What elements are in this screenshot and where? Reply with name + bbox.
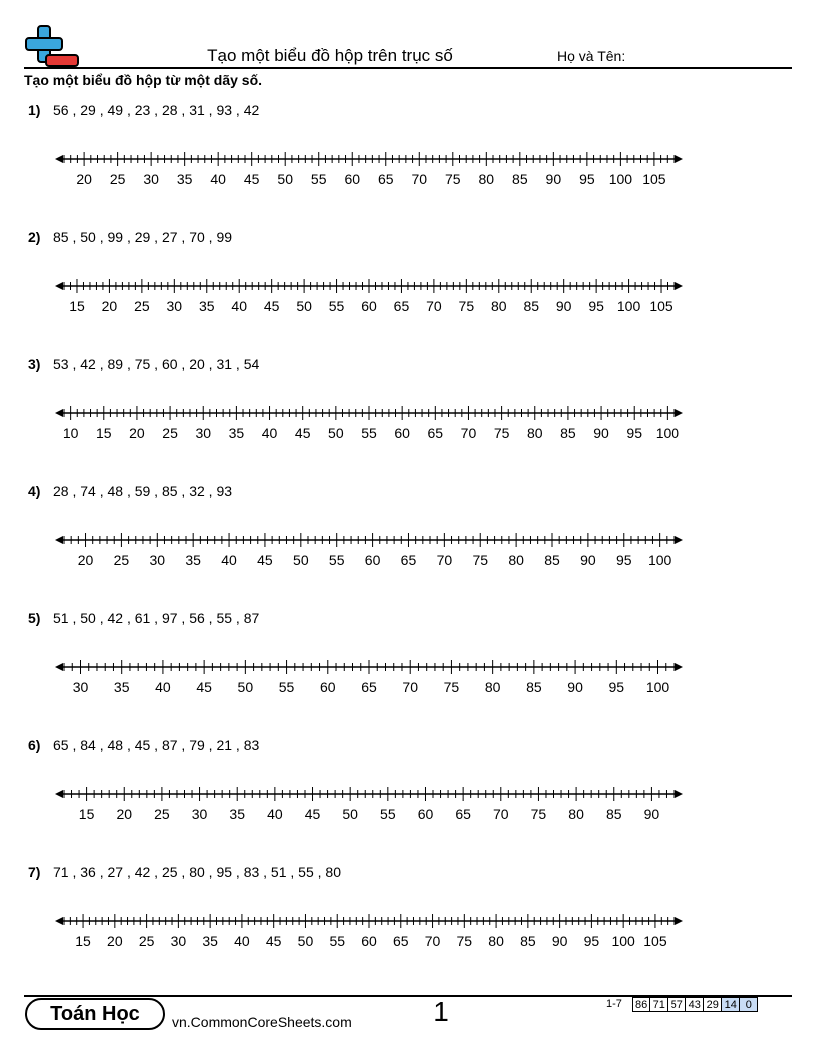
tick-label: 60 xyxy=(319,679,336,695)
axis-arrow-left-icon xyxy=(55,917,63,925)
tick-label: 100 xyxy=(608,171,633,187)
axis-arrow-right-icon xyxy=(675,917,683,925)
tick-label: 80 xyxy=(484,679,501,695)
tick-label: 55 xyxy=(328,552,345,568)
tick-label: 35 xyxy=(198,298,215,314)
tick-label: 60 xyxy=(394,425,410,441)
tick-label: 75 xyxy=(456,933,473,949)
tick-label: 90 xyxy=(580,552,596,568)
tick-label: 90 xyxy=(551,933,568,949)
tick-label: 60 xyxy=(361,933,377,949)
tick-label: 45 xyxy=(243,171,260,187)
tick-label: 40 xyxy=(267,806,283,822)
number-line[interactable] xyxy=(0,519,816,568)
answer-key-cell: 29 xyxy=(704,997,722,1012)
tick-label: 70 xyxy=(424,933,441,949)
tick-label: 75 xyxy=(493,425,510,441)
axis-arrow-right-icon xyxy=(675,282,683,290)
answer-key-cell: 71 xyxy=(650,997,668,1012)
tick-label: 15 xyxy=(69,298,85,314)
tick-label: 95 xyxy=(626,425,643,441)
tick-label: 70 xyxy=(411,171,428,187)
problem xyxy=(0,483,816,603)
tick-label: 25 xyxy=(138,933,155,949)
tick-label: 55 xyxy=(310,171,327,187)
problem xyxy=(0,102,816,222)
tick-label: 40 xyxy=(155,679,171,695)
problem-number: 4) xyxy=(28,483,41,499)
tick-label: 20 xyxy=(76,171,92,187)
tick-label: 80 xyxy=(478,171,495,187)
tick-label: 80 xyxy=(508,552,524,568)
name-label: Họ và Tên: xyxy=(557,48,626,64)
tick-label: 100 xyxy=(645,679,670,695)
tick-label: 90 xyxy=(545,171,562,187)
answer-key-cell: 43 xyxy=(686,997,704,1012)
tick-label: 50 xyxy=(296,298,312,314)
problem-data: 56 , 29 , 49 , 23 , 28 , 31 , 93 , 42 xyxy=(53,102,260,118)
axis-arrow-left-icon xyxy=(55,536,63,544)
tick-label: 25 xyxy=(134,298,150,314)
tick-label: 65 xyxy=(427,425,444,441)
tick-label: 100 xyxy=(655,425,680,441)
tick-label: 20 xyxy=(77,552,94,568)
problem-number: 1) xyxy=(28,102,41,118)
number-line[interactable] xyxy=(0,392,816,441)
tick-label: 90 xyxy=(555,298,572,314)
tick-label: 20 xyxy=(107,933,123,949)
tick-label: 30 xyxy=(143,171,159,187)
problem-data: 71 , 36 , 27 , 42 , 25 , 80 , 95 , 83 , 51 , 55 , 80 xyxy=(53,864,341,880)
tick-label: 100 xyxy=(616,298,641,314)
tick-label: 40 xyxy=(231,298,248,314)
tick-label: 35 xyxy=(113,679,130,695)
tick-label: 70 xyxy=(426,298,442,314)
number-line[interactable] xyxy=(0,646,816,695)
tick-label: 45 xyxy=(304,806,321,822)
tick-label: 90 xyxy=(643,806,660,822)
tick-label: 70 xyxy=(493,806,509,822)
tick-label: 95 xyxy=(579,171,595,187)
tick-label: 45 xyxy=(196,679,212,695)
tick-label: 30 xyxy=(166,298,183,314)
axis-arrow-left-icon xyxy=(55,409,63,417)
tick-label: 45 xyxy=(263,298,280,314)
problem-data: 53 , 42 , 89 , 75 , 60 , 20 , 31 , 54 xyxy=(53,356,260,372)
tick-label: 25 xyxy=(154,806,170,822)
tick-label: 50 xyxy=(342,806,358,822)
tick-label: 40 xyxy=(221,552,237,568)
axis-arrow-right-icon xyxy=(675,409,683,417)
axis-arrow-left-icon xyxy=(55,155,63,163)
tick-label: 30 xyxy=(72,679,89,695)
tick-label: 85 xyxy=(512,171,528,187)
tick-label: 10 xyxy=(62,425,79,441)
tick-label: 85 xyxy=(520,933,536,949)
tick-label: 35 xyxy=(185,552,201,568)
page-title: Tạo một biểu đồ hộp trên trục số xyxy=(207,46,453,65)
axis-arrow-right-icon xyxy=(675,155,683,163)
tick-label: 45 xyxy=(294,425,311,441)
tick-label: 50 xyxy=(293,552,309,568)
tick-label: 80 xyxy=(526,425,543,441)
tick-label: 35 xyxy=(228,425,245,441)
tick-label: 95 xyxy=(615,552,632,568)
tick-label: 20 xyxy=(101,298,118,314)
problem xyxy=(0,229,816,349)
axis-arrow-right-icon xyxy=(675,536,683,544)
tick-label: 90 xyxy=(567,679,583,695)
problem-data: 85 , 50 , 99 , 29 , 27 , 70 , 99 xyxy=(53,229,233,245)
number-line[interactable] xyxy=(0,773,816,822)
tick-label: 60 xyxy=(344,171,361,187)
tick-label: 40 xyxy=(261,425,278,441)
tick-label: 105 xyxy=(649,298,673,314)
tick-label: 100 xyxy=(611,933,635,949)
tick-label: 45 xyxy=(265,933,282,949)
tick-label: 80 xyxy=(488,933,504,949)
problem-number: 3) xyxy=(28,356,41,372)
tick-label: 80 xyxy=(490,298,507,314)
tick-label: 70 xyxy=(436,552,453,568)
tick-label: 35 xyxy=(229,806,245,822)
tick-label: 75 xyxy=(530,806,547,822)
tick-label: 40 xyxy=(234,933,250,949)
answer-key-label: 1-7 xyxy=(606,998,622,1010)
tick-label: 90 xyxy=(593,425,609,441)
tick-label: 65 xyxy=(392,933,409,949)
problem xyxy=(0,737,816,857)
tick-label: 15 xyxy=(95,425,112,441)
answer-key-cell: 0 xyxy=(740,997,758,1012)
tick-label: 15 xyxy=(78,806,95,822)
tick-label: 95 xyxy=(608,679,625,695)
tick-label: 30 xyxy=(191,806,208,822)
tick-label: 25 xyxy=(162,425,178,441)
tick-label: 105 xyxy=(642,171,666,187)
tick-label: 50 xyxy=(328,425,344,441)
tick-label: 100 xyxy=(647,552,672,568)
tick-label: 30 xyxy=(149,552,166,568)
axis-arrow-left-icon xyxy=(55,663,63,671)
problem-number: 5) xyxy=(28,610,41,626)
tick-label: 50 xyxy=(297,933,314,949)
problem-number: 7) xyxy=(28,864,41,880)
tick-label: 85 xyxy=(605,806,622,822)
tick-label: 50 xyxy=(237,679,254,695)
problem-data: 65 , 84 , 48 , 45 , 87 , 79 , 21 , 83 xyxy=(53,737,260,753)
tick-label: 60 xyxy=(417,806,434,822)
tick-label: 95 xyxy=(583,933,600,949)
tick-label: 65 xyxy=(455,806,471,822)
tick-label: 55 xyxy=(328,298,345,314)
tick-label: 75 xyxy=(445,171,461,187)
problem-number: 2) xyxy=(28,229,41,245)
instructions: Tạo một biểu đồ hộp từ một dãy số. xyxy=(24,72,263,88)
tick-label: 85 xyxy=(523,298,540,314)
tick-label: 95 xyxy=(588,298,604,314)
problem-number: 6) xyxy=(28,737,41,753)
tick-label: 40 xyxy=(210,171,226,187)
problem xyxy=(0,610,816,730)
number-line[interactable] xyxy=(0,900,816,949)
tick-label: 75 xyxy=(472,552,489,568)
tick-label: 75 xyxy=(443,679,460,695)
tick-label: 65 xyxy=(393,298,410,314)
tick-label: 85 xyxy=(560,425,576,441)
problem-data: 51 , 50 , 42 , 61 , 97 , 56 , 55 , 87 xyxy=(53,610,260,626)
tick-label: 45 xyxy=(257,552,273,568)
tick-label: 25 xyxy=(113,552,130,568)
page-number: 1 xyxy=(433,996,449,1027)
site-url: vn.CommonCoreSheets.com xyxy=(172,1014,352,1030)
number-line[interactable] xyxy=(0,138,816,187)
tick-label: 105 xyxy=(643,933,667,949)
tick-label: 35 xyxy=(176,171,193,187)
tick-label: 15 xyxy=(75,933,91,949)
axis-arrow-left-icon xyxy=(55,282,63,290)
tick-label: 60 xyxy=(364,552,381,568)
problem xyxy=(0,356,816,476)
tick-label: 55 xyxy=(380,806,396,822)
answer-key-cell: 14 xyxy=(722,997,740,1012)
answer-key-scale xyxy=(632,997,758,1012)
tick-label: 55 xyxy=(361,425,377,441)
answer-key-cell: 57 xyxy=(668,997,686,1012)
tick-label: 75 xyxy=(458,298,475,314)
number-line[interactable] xyxy=(0,265,816,314)
tick-label: 55 xyxy=(329,933,346,949)
problem xyxy=(0,864,816,984)
tick-label: 85 xyxy=(526,679,542,695)
tick-label: 70 xyxy=(402,679,419,695)
axis-arrow-right-icon xyxy=(675,790,683,798)
header-divider xyxy=(24,67,792,69)
problem-data: 28 , 74 , 48 , 59 , 85 , 32 , 93 xyxy=(53,483,233,499)
tick-label: 85 xyxy=(544,552,560,568)
tick-label: 65 xyxy=(377,171,394,187)
axis-arrow-left-icon xyxy=(55,790,63,798)
tick-label: 35 xyxy=(202,933,218,949)
tick-label: 30 xyxy=(195,425,212,441)
tick-label: 65 xyxy=(400,552,417,568)
tick-label: 65 xyxy=(361,679,377,695)
brand-badge: Toán Học xyxy=(25,998,165,1030)
tick-label: 25 xyxy=(109,171,126,187)
tick-label: 70 xyxy=(460,425,477,441)
tick-label: 60 xyxy=(361,298,377,314)
tick-label: 20 xyxy=(129,425,145,441)
tick-label: 20 xyxy=(116,806,133,822)
axis-arrow-right-icon xyxy=(675,663,683,671)
tick-label: 80 xyxy=(568,806,584,822)
answer-key-cell: 86 xyxy=(632,997,650,1012)
tick-label: 30 xyxy=(170,933,187,949)
tick-label: 50 xyxy=(277,171,293,187)
tick-label: 55 xyxy=(278,679,295,695)
